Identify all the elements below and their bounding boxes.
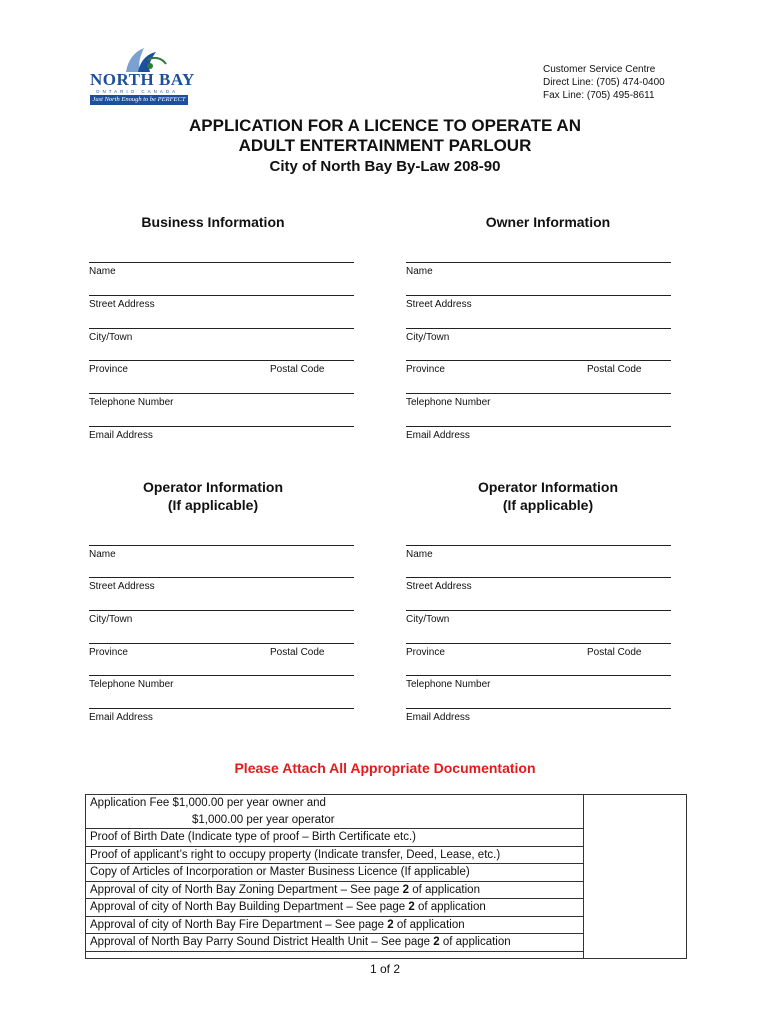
field-label: Street Address [406, 299, 472, 310]
field-label: Street Address [406, 581, 472, 592]
logo-subtitle: ONTARIO CANADA [96, 89, 179, 94]
operator1-street-field[interactable] [89, 577, 354, 592]
document-title-line1: APPLICATION FOR A LICENCE TO OPERATE AN [189, 116, 581, 135]
field-label: Name [406, 549, 433, 560]
business-city-field[interactable] [89, 328, 354, 343]
doc-page-ref: 2 [433, 936, 440, 948]
fee-line2: $1,000.00 per year operator [192, 813, 335, 826]
doc-health-unit-approval [86, 934, 584, 952]
operator2-province-field[interactable] [406, 643, 671, 658]
field-label: Telephone Number [89, 679, 174, 690]
doc-text: of application [414, 901, 486, 913]
doc-text: Approval of city of North Bay Fire Department – See page [90, 918, 388, 931]
field-label: Telephone Number [406, 397, 491, 408]
field-label: Email Address [406, 712, 470, 723]
table-row [86, 795, 687, 829]
field-label: Province [406, 364, 445, 375]
field-label: Telephone Number [89, 397, 174, 408]
business-info-heading: Business Information [141, 214, 285, 230]
doc-birth-date: Proof of Birth Date (Indicate type of proof – Birth Certificate etc.) [86, 829, 584, 847]
operator1-city-field[interactable] [89, 610, 354, 625]
operator-heading-line2: (If applicable) [502, 497, 594, 513]
doc-text: Approval of North Bay Parry Sound District Health Unit – See page [90, 936, 434, 948]
doc-text: of application [409, 883, 480, 896]
operator2-street-field[interactable] [406, 577, 671, 592]
contact-fax: Fax Line: (705) 495-8611 [543, 90, 655, 101]
doc-zoning-approval [86, 881, 584, 899]
operator-heading-line2: (If applicable) [167, 497, 259, 513]
contact-block [543, 63, 665, 102]
field-label: Name [89, 549, 116, 560]
document-subtitle: City of North Bay By-Law 208-90 [269, 158, 501, 175]
field-label-postal: Postal Code [587, 364, 642, 375]
page-number: 1 of 2 [369, 962, 401, 976]
doc-text: Approval of city of North Bay Building Department – See page [90, 901, 409, 913]
logo-tagline: Just North Enough to be PERFECT [90, 95, 188, 105]
checklist-column[interactable] [584, 795, 687, 959]
field-label: City/Town [406, 332, 450, 343]
attach-documentation-heading: Please Attach All Appropriate Documentation [234, 760, 536, 776]
fee-line1: Application Fee $1,000.00 per year owner and [90, 797, 326, 809]
field-label: Street Address [89, 299, 155, 310]
field-label: Name [406, 266, 433, 277]
operator-heading-line1: Operator Information [477, 479, 618, 495]
owner-name-field[interactable] [406, 262, 671, 277]
doc-application-fee [86, 795, 584, 829]
operator2-phone-field[interactable] [406, 675, 671, 690]
doc-articles-incorporation: Copy of Articles of Incorporation or Master Business Licence (If applicable) [86, 864, 584, 882]
field-label: City/Town [406, 614, 450, 625]
owner-city-field[interactable] [406, 328, 671, 343]
business-name-field[interactable] [89, 262, 354, 277]
owner-info-heading: Owner Information [485, 214, 611, 230]
field-label: City/Town [89, 614, 133, 625]
logo-wordmark: NORTH BAY [90, 70, 195, 89]
field-label: Email Address [406, 430, 470, 441]
doc-page-ref: 2 [387, 918, 394, 931]
operator1-province-field[interactable] [89, 643, 354, 658]
business-phone-field[interactable] [89, 393, 354, 408]
documentation-table [85, 794, 687, 959]
doc-page-ref: 2 [402, 883, 409, 896]
field-label-postal: Postal Code [587, 647, 642, 658]
business-street-field[interactable] [89, 295, 354, 310]
doc-fire-approval [86, 916, 584, 934]
doc-empty-row [86, 951, 584, 958]
operator1-email-field[interactable] [89, 708, 354, 723]
doc-page-ref: 2 [408, 901, 415, 913]
owner-province-field[interactable] [406, 360, 671, 375]
field-label: Telephone Number [406, 679, 491, 690]
doc-text: of application [439, 936, 511, 948]
operator2-city-field[interactable] [406, 610, 671, 625]
document-title-line2: ADULT ENTERTAINMENT PARLOUR [238, 136, 532, 155]
field-label: Name [89, 266, 116, 277]
operator2-name-field[interactable] [406, 545, 671, 560]
operator1-phone-field[interactable] [89, 675, 354, 690]
field-label: Street Address [89, 581, 155, 592]
field-label: City/Town [89, 332, 133, 343]
operator-info-heading-right [424, 478, 672, 514]
doc-text: Approval of city of North Bay Zoning Department – See page [90, 883, 403, 896]
north-bay-logo [88, 46, 195, 106]
field-label-postal: Postal Code [270, 647, 325, 658]
owner-street-field[interactable] [406, 295, 671, 310]
operator-info-heading-left [89, 478, 337, 514]
operator-heading-line1: Operator Information [142, 479, 283, 495]
field-label: Province [89, 364, 128, 375]
operator1-name-field[interactable] [89, 545, 354, 560]
field-label: Province [89, 647, 128, 658]
field-label: Province [406, 647, 445, 658]
owner-phone-field[interactable] [406, 393, 671, 408]
field-label: Email Address [89, 430, 153, 441]
doc-building-approval [86, 899, 584, 917]
operator2-email-field[interactable] [406, 708, 671, 723]
owner-email-field[interactable] [406, 426, 671, 441]
doc-text: of application [393, 918, 465, 931]
business-email-field[interactable] [89, 426, 354, 441]
field-label: Email Address [89, 712, 153, 723]
business-province-field[interactable] [89, 360, 354, 375]
field-label-postal: Postal Code [270, 364, 325, 375]
contact-office: Customer Service Centre [543, 64, 656, 75]
contact-phone: Direct Line: (705) 474-0400 [543, 77, 665, 88]
doc-right-to-occupy: Proof of applicant’s right to occupy property (Indicate transfer, Deed, Lease, etc.) [86, 846, 584, 864]
